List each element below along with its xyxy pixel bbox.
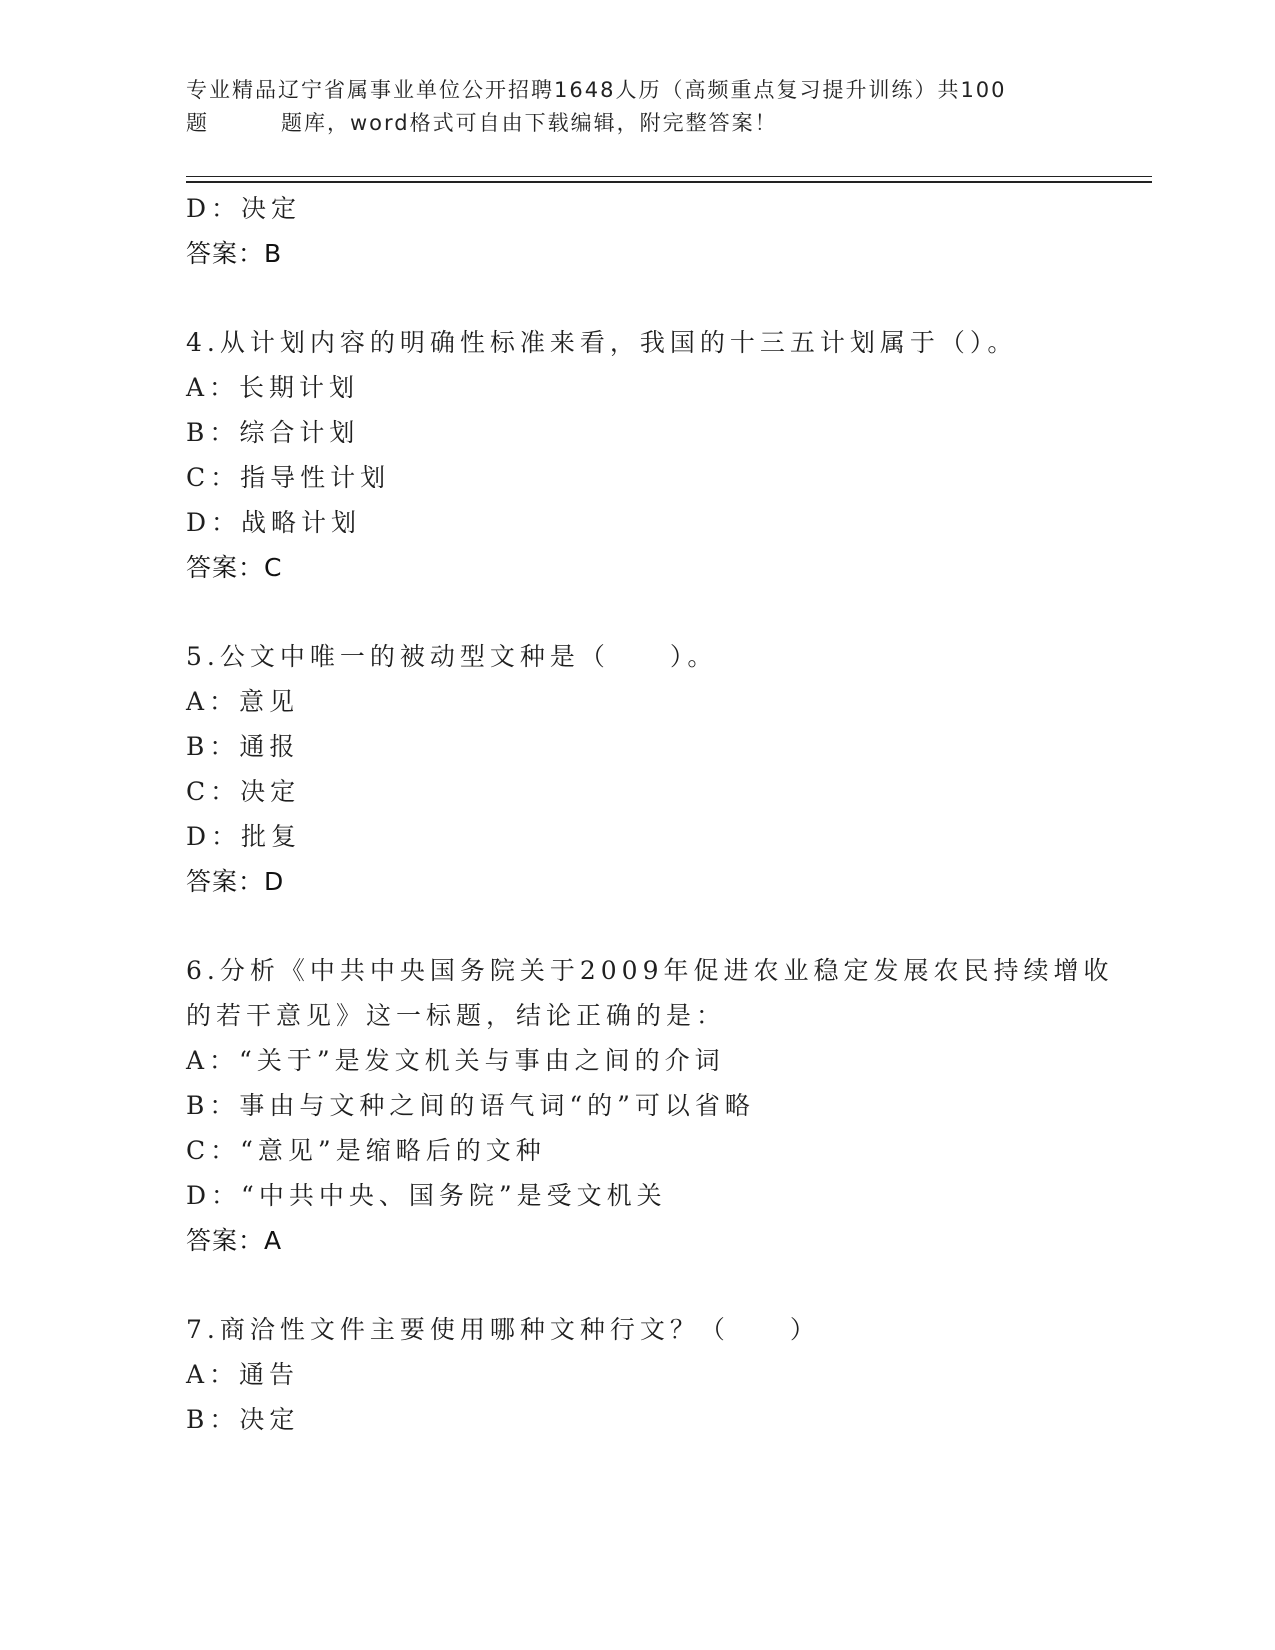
option-b: B：通报 (186, 732, 300, 761)
question-list (186, 186, 1114, 1442)
option-b: B：决定 (186, 1405, 300, 1434)
header-title-line2-b: 题库，word格式可自由下载编辑，附完整答案！ (281, 111, 778, 135)
option-d: D：“中共中央、国务院”是受文机关 (186, 1181, 667, 1210)
option-d: D：战略计划 (186, 508, 362, 537)
option-a: A：长期计划 (186, 373, 360, 402)
header-divider-thin (186, 176, 1152, 177)
page-header (186, 74, 1066, 140)
answer-line: 答案：C (186, 553, 283, 582)
question-5 (186, 634, 1086, 904)
option-a: A：意见 (186, 687, 300, 716)
option-d: D：批复 (186, 822, 302, 851)
answer-line: 答案：B (186, 239, 283, 268)
option-b: B：综合计划 (186, 418, 360, 447)
header-title-line2 (186, 107, 1066, 140)
option-b: B：事由与文种之间的语气词“的”可以省略 (186, 1091, 755, 1120)
question-stem-continued: 的若干意见》这一标题，结论正确的是： (186, 1001, 727, 1030)
question-stem: 6.分析《中共中央国务院关于2009年促进农业稳定发展农民持续增收 (186, 956, 1114, 985)
question-stem: 7.商洽性文件主要使用哪种文种行文？（ ） (186, 1315, 820, 1344)
option-a: A：“关于”是发文机关与事由之间的介词 (186, 1046, 725, 1075)
answer-line: 答案：A (186, 1226, 283, 1255)
question-4 (186, 320, 1086, 590)
question-6 (186, 948, 1114, 1263)
option-c: C：决定 (186, 777, 301, 806)
header-divider-thick (186, 181, 1152, 183)
option-d: D：决定 (186, 194, 302, 223)
option-c: C：指导性计划 (186, 463, 391, 492)
option-c: C：“意见”是缩略后的文种 (186, 1136, 546, 1165)
answer-line: 答案：D (186, 867, 285, 896)
option-a: A：通告 (186, 1360, 300, 1389)
question-stem: 5.公文中唯一的被动型文种是（ ）。 (186, 642, 718, 671)
question-7 (186, 1307, 1086, 1442)
question-3-fragment (186, 186, 1086, 276)
header-title-line2-a: 题 (186, 111, 209, 135)
question-stem: 4.从计划内容的明确性标准来看，我国的十三五计划属于（）。 (186, 328, 1018, 357)
header-title-line1: 专业精品辽宁省属事业单位公开招聘1648人历（高频重点复习提升训练）共100 (186, 78, 1007, 102)
